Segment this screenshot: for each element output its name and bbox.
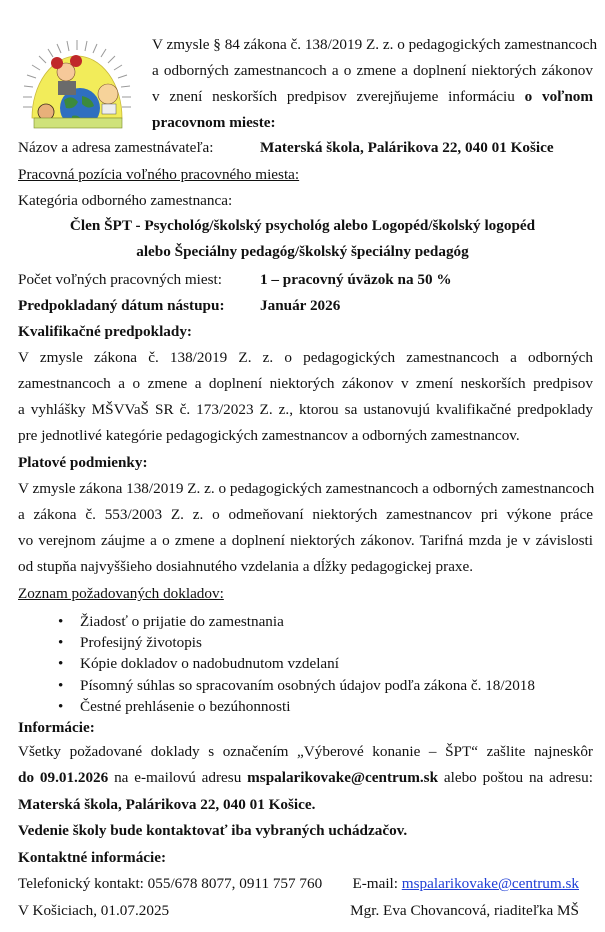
position-heading: Pracovná pozícia voľného pracovného miesta: bbox=[18, 166, 300, 183]
document-item-text: Žiadosť o prijatie do zamestnania bbox=[80, 613, 284, 630]
place-date: V Košiciach, 01.07.2025 bbox=[18, 902, 170, 919]
bullet-icon: • bbox=[58, 634, 64, 651]
info-address: Materská škola, Palárikova 22, 040 01 Košice. bbox=[18, 796, 316, 813]
salary-line-1: V zmysle zákona 138/2019 Z. z. o pedagogických zamestnancoch a odborných zamestnancoch bbox=[18, 480, 595, 497]
signature-row bbox=[18, 901, 593, 921]
category-line-2: alebo Špeciálny pedagóg/školský špeciálny pedagóg bbox=[136, 243, 469, 260]
salary-heading: Platové podmienky: bbox=[18, 454, 148, 471]
info-line-2 bbox=[18, 768, 593, 788]
category-label: Kategória odborného zamestnanca: bbox=[18, 192, 233, 209]
qualification-line-2: zamestnancoch a o zmene a doplnení niektorých zákonov v zmení neskorších predpisov bbox=[18, 375, 593, 392]
signature: Mgr. Eva Chovancová, riaditeľka MŠ bbox=[350, 902, 579, 919]
intro-line-3 bbox=[152, 87, 593, 107]
email-label: E-mail: bbox=[352, 875, 402, 892]
bullet-icon: • bbox=[58, 677, 64, 694]
vacancies-label: Počet voľných pracovných miest: bbox=[18, 271, 222, 288]
email-link[interactable]: mspalarikovake@centrum.sk bbox=[401, 875, 579, 892]
document-item-text: Čestné prehlásenie o bezúhonnosti bbox=[80, 698, 291, 715]
salary-line-2: a zákona č. 553/2003 Z. z. o odmeňovaní niektorých zamestnancov pri výkone práce bbox=[18, 506, 593, 523]
info-line-2-mid: na e-mailovú adresu bbox=[108, 769, 248, 786]
contact-row bbox=[18, 874, 593, 894]
logo-illustration bbox=[18, 36, 136, 132]
employer-row bbox=[18, 138, 593, 158]
qualification-line-4: pre jednotlivé kategórie pedagogických zamestnancov a odborných zamestnancov. bbox=[18, 427, 520, 444]
document-item-text: Kópie dokladov o nadobudnutom vzdelaní bbox=[80, 655, 339, 672]
intro-line-4: pracovnom mieste: bbox=[152, 114, 276, 131]
deadline: do 09.01.2026 bbox=[18, 769, 109, 786]
start-date-label: Predpokladaný dátum nástupu: bbox=[18, 297, 225, 314]
contact-phone: Telefonický kontakt: 055/678 8077, 0911 757 760 bbox=[18, 875, 323, 892]
vacancies-row bbox=[18, 270, 593, 290]
category-line-1: Člen ŠPT - Psychológ/školský psychológ alebo Logopéd/školský logopéd bbox=[69, 217, 536, 234]
document-item-text: Profesijný životopis bbox=[80, 634, 202, 651]
vacancies-value: 1 – pracovný úväzok na 50 % bbox=[260, 271, 452, 288]
documents-heading: Zoznam požadovaných dokladov: bbox=[18, 585, 224, 602]
contact-email-row bbox=[352, 874, 579, 894]
intro-line-3-text: v znení neskorších predpisov zverejňujeme informáciu bbox=[152, 88, 525, 105]
qualification-line-3: a vyhlášky MŠVVaŠ SR č. 173/2023 Z. z., ktorou sa ustanovujú kvalifikačné predpoklady bbox=[18, 401, 593, 418]
contact-heading: Kontaktné informácie: bbox=[18, 849, 167, 866]
info-email[interactable]: mspalarikovake@centrum.sk bbox=[247, 769, 439, 786]
start-date-value: Január 2026 bbox=[260, 297, 341, 314]
info-heading: Informácie: bbox=[18, 719, 95, 736]
intro-line-2: a odborných zamestnancoch a o zmene a doplnení niektorých zákonov bbox=[152, 62, 593, 79]
bullet-icon: • bbox=[58, 698, 64, 715]
intro-line-1: V zmysle § 84 zákona č. 138/2019 Z. z. o pedagogických zamestnancoch bbox=[152, 36, 598, 53]
employer-value: Materská škola, Palárikova 22, 040 01 Košice bbox=[260, 139, 554, 156]
salary-line-4: od stupňa najvyššieho dosiahnutého vzdelania a dĺžky pedagogickej praxe. bbox=[18, 558, 474, 575]
info-line-2-tail: alebo poštou na adresu: bbox=[438, 769, 593, 786]
qualification-line-1: V zmysle zákona č. 138/2019 Z. z. o pedagogických zamestnancoch a odborných bbox=[18, 349, 593, 366]
qualification-heading: Kvalifikačné predpoklady: bbox=[18, 323, 192, 340]
school-logo bbox=[18, 36, 136, 132]
bullet-icon: • bbox=[58, 613, 64, 630]
document-item-text: Písomný súhlas so spracovaním osobných údajov podľa zákona č. 18/2018 bbox=[80, 677, 535, 694]
info-line-1: Všetky požadované doklady s označením „Výberové konanie – ŠPT“ zašlite najneskôr bbox=[18, 743, 593, 760]
salary-line-3: vo verejnom záujme a o zmene a doplnení niektorých zákonov. Tarifná mzda je v závislosti bbox=[18, 532, 593, 549]
bullet-icon: • bbox=[58, 655, 64, 672]
start-date-row bbox=[18, 296, 593, 316]
info-notice: Vedenie školy bude kontaktovať iba vybraných uchádzačov. bbox=[18, 822, 408, 839]
intro-bold-tail: o voľnom bbox=[524, 88, 594, 105]
employer-label: Názov a adresa zamestnávateľa: bbox=[18, 139, 214, 156]
